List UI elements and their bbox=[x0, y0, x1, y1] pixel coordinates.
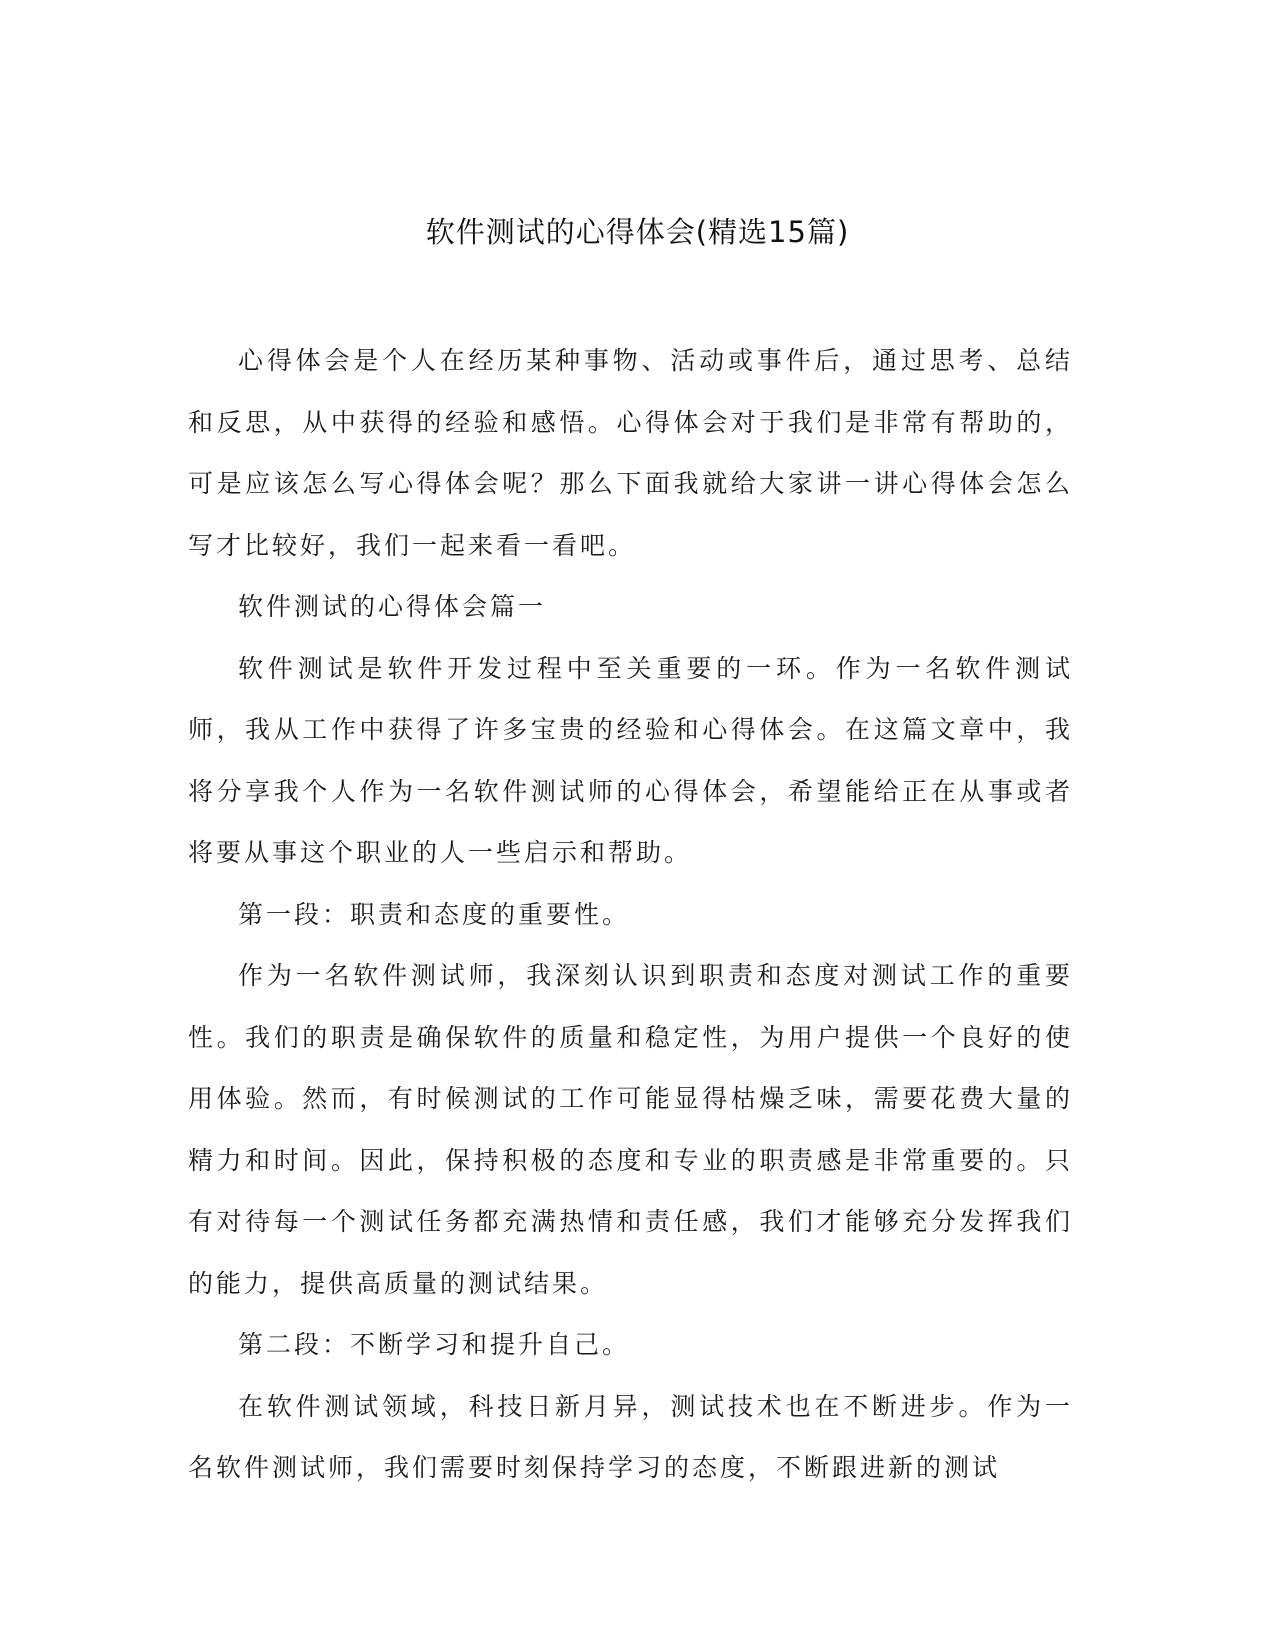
subsection-heading: 第一段：职责和态度的重要性。 bbox=[238, 899, 631, 929]
section-heading: 软件测试的心得体会篇一 bbox=[238, 592, 547, 621]
body-paragraph: 软件测试是软件开发过程中至关重要的一环。作为一名软件测试师，我从工作中获得了许多宝贵的经验和心得体会。在这篇文章中，我将分享我个人作为一名软件测试师的心得体会，希望能给正在从事或者将要从事这个职业的人一些启示和帮助。 bbox=[188, 653, 1073, 867]
document-body bbox=[188, 330, 1073, 1499]
document-title: 软件测试的心得体会(精选15篇) bbox=[425, 215, 850, 249]
intro-paragraph: 心得体会是个人在经历某种事物、活动或事件后，通过思考、总结和反思，从中获得的经验和感悟。心得体会对于我们是非常有帮助的，可是应该怎么写心得体会呢？那么下面我就给大家讲一讲心得体会怎么写才比较好，我们一起来看一看吧。 bbox=[188, 346, 1073, 560]
body-paragraph: 在软件测试领域，科技日新月异，测试技术也在不断进步。作为一名软件测试师，我们需要时刻保持学习的态度，不断跟进新的测试 bbox=[188, 1391, 1073, 1482]
subsection-heading: 第二段：不断学习和提升自己。 bbox=[238, 1330, 631, 1359]
body-paragraph: 作为一名软件测试师，我深刻认识到职责和态度对测试工作的重要性。我们的职责是确保软件的质量和稳定性，为用户提供一个良好的使用体验。然而，有时候测试的工作可能显得枯燥乏味，需要花费大量的精力和时间。因此，保持积极的态度和专业的职责感是非常重要的。只有对待每一个测试任务都充满热情和责任感，我们才能够充分发挥我们的能力，提供高质量的测试结果。 bbox=[188, 961, 1073, 1298]
